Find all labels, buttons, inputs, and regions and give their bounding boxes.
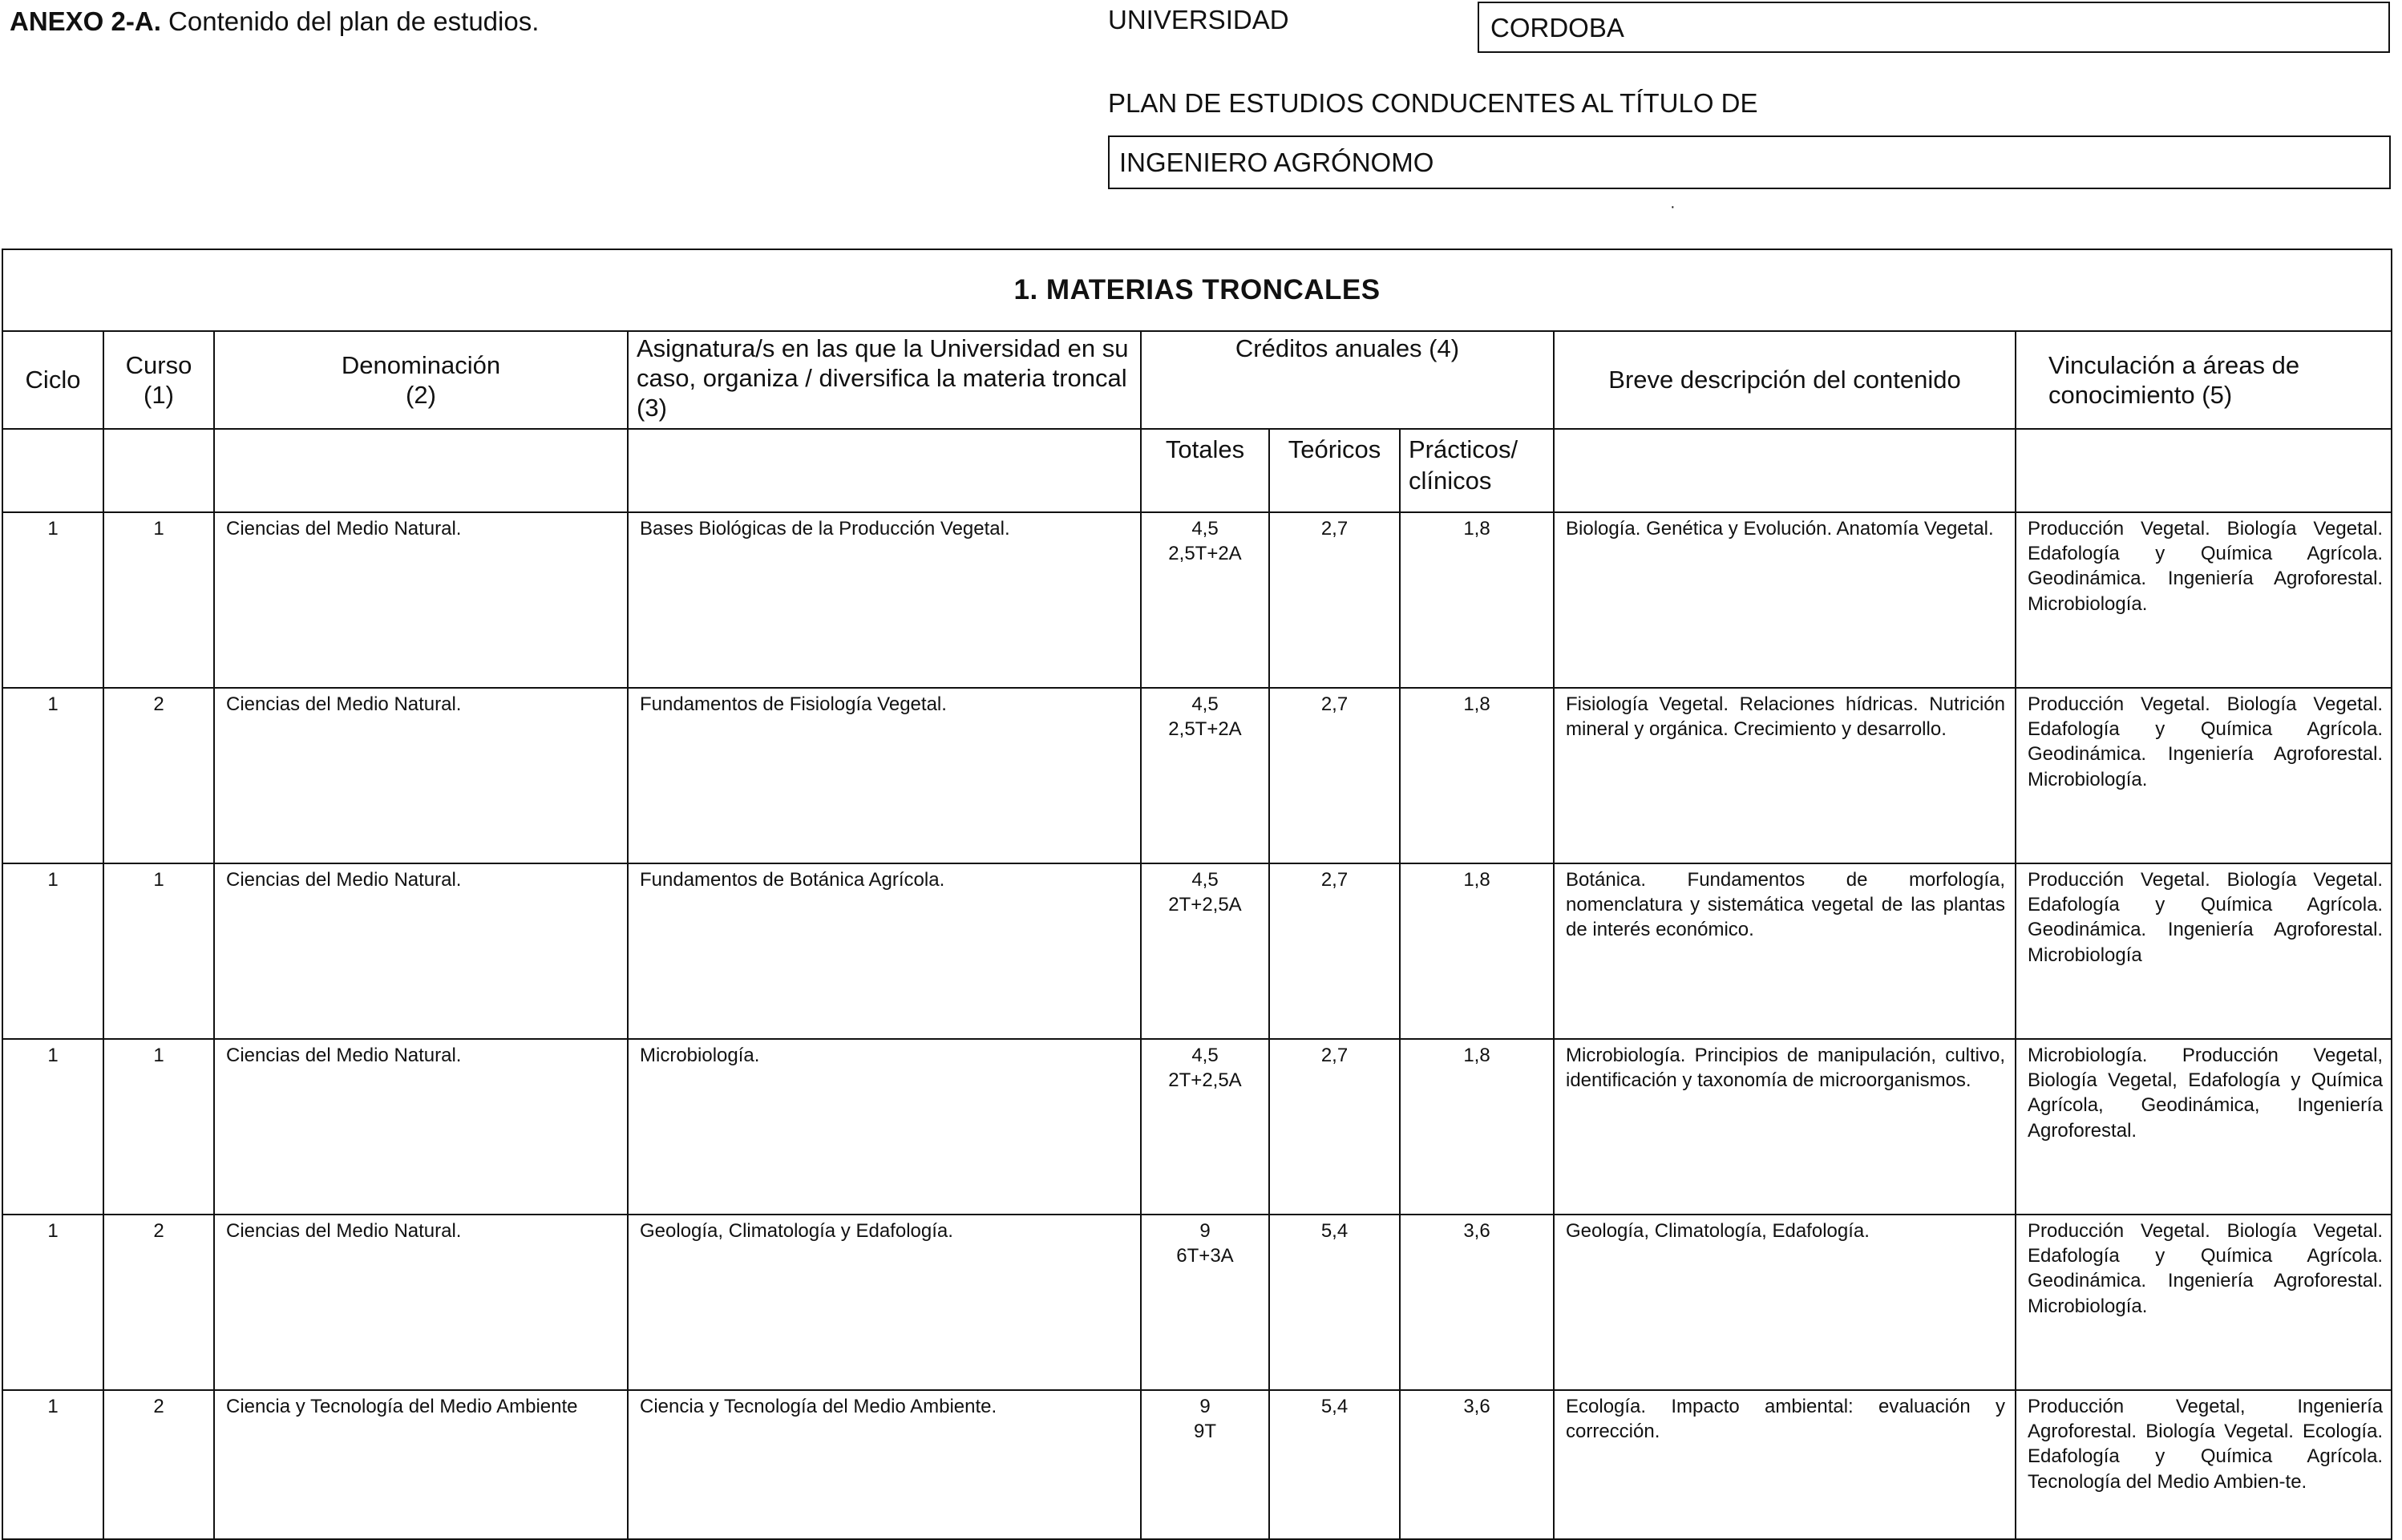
cell-descripcion: Botánica. Fundamentos de morfología, nomenclatura y sistemática vegetal de las plantas de interés económico. bbox=[1554, 863, 2016, 1039]
cell-vinculacion: Producción Vegetal, Ingeniería Agroforestal. Biología Vegetal. Ecología. Edafología y Química Agrícola. Tecnología del Medio Ambien-te. bbox=[2016, 1390, 2392, 1539]
col-practicos: Prácticos/ clínicos bbox=[1400, 429, 1554, 512]
cell-curso: 2 bbox=[103, 1215, 214, 1390]
cell-ciclo: 1 bbox=[2, 1390, 103, 1539]
table-row bbox=[2, 688, 2392, 863]
cell-ciclo: 1 bbox=[2, 1215, 103, 1390]
cell-practicos: 1,8 bbox=[1400, 1039, 1554, 1215]
cell-ciclo: 1 bbox=[2, 863, 103, 1039]
cell-curso: 1 bbox=[103, 1039, 214, 1215]
annex-label: ANEXO 2-A. bbox=[10, 6, 161, 36]
cell-vinculacion: Producción Vegetal. Biología Vegetal. Edafología y Química Agrícola. Geodinámica. Ingeniería Agroforestal. Microbiología. bbox=[2016, 688, 2392, 863]
cell-asignatura: Geología, Climatología y Edafología. bbox=[628, 1215, 1141, 1390]
cell-asignatura: Ciencia y Tecnología del Medio Ambiente. bbox=[628, 1390, 1141, 1539]
cell-descripcion: Microbiología. Principios de manipulación, cultivo, identificación y taxonomía de microorganismos. bbox=[1554, 1039, 2016, 1215]
plan-label: PLAN DE ESTUDIOS CONDUCENTES AL TÍTULO DE bbox=[1108, 88, 1758, 118]
cell-teoricos: 5,4 bbox=[1269, 1390, 1400, 1539]
cell-asignatura: Bases Biológicas de la Producción Vegetal. bbox=[628, 512, 1141, 688]
col-descripcion: Breve descripción del contenido bbox=[1554, 331, 2016, 429]
cell-teoricos: 2,7 bbox=[1269, 512, 1400, 688]
cell-ciclo: 1 bbox=[2, 512, 103, 688]
table-row bbox=[2, 863, 2392, 1039]
cell-practicos: 1,8 bbox=[1400, 512, 1554, 688]
cell-asignatura: Fundamentos de Botánica Agrícola. bbox=[628, 863, 1141, 1039]
sub-blank-vinculacion bbox=[2016, 429, 2392, 512]
subjects-table bbox=[2, 249, 2392, 1540]
sub-blank-ciclo bbox=[2, 429, 103, 512]
sub-blank-curso bbox=[103, 429, 214, 512]
cell-teoricos: 2,7 bbox=[1269, 688, 1400, 863]
cell-vinculacion: Microbiología. Producción Vegetal, Biología Vegetal, Edafología y Química Agrícola, Geodinámica, Ingeniería Agroforestal. bbox=[2016, 1039, 2392, 1215]
cell-totales: 4,5 2T+2,5A bbox=[1141, 1039, 1269, 1215]
cell-curso: 2 bbox=[103, 1390, 214, 1539]
cell-denominacion: Ciencias del Medio Natural. bbox=[214, 1215, 628, 1390]
cell-vinculacion: Producción Vegetal. Biología Vegetal. Edafología y Química Agrícola. Geodinámica. Ingeniería Agroforestal. Microbiología. bbox=[2016, 512, 2392, 688]
cell-practicos: 1,8 bbox=[1400, 688, 1554, 863]
cell-curso: 2 bbox=[103, 688, 214, 863]
annex-title bbox=[10, 8, 539, 34]
table-row bbox=[2, 512, 2392, 688]
cell-practicos: 1,8 bbox=[1400, 863, 1554, 1039]
cell-ciclo: 1 bbox=[2, 688, 103, 863]
cell-practicos: 3,6 bbox=[1400, 1390, 1554, 1539]
stray-dot: · bbox=[1670, 198, 1676, 216]
col-teoricos: Teóricos bbox=[1269, 429, 1400, 512]
cell-teoricos: 2,7 bbox=[1269, 1039, 1400, 1215]
col-curso: Curso (1) bbox=[103, 331, 214, 429]
cell-totales: 9 9T bbox=[1141, 1390, 1269, 1539]
cell-descripcion: Fisiología Vegetal. Relaciones hídricas. Nutrición mineral y orgánica. Crecimiento y desarrollo. bbox=[1554, 688, 2016, 863]
table-row bbox=[2, 1039, 2392, 1215]
cell-totales: 9 6T+3A bbox=[1141, 1215, 1269, 1390]
col-asignaturas: Asignatura/s en las que la Universidad en su caso, organiza / diversifica la materia troncal (3) bbox=[628, 331, 1141, 429]
cell-denominacion: Ciencias del Medio Natural. bbox=[214, 863, 628, 1039]
cell-asignatura: Microbiología. bbox=[628, 1039, 1141, 1215]
table-row bbox=[2, 1390, 2392, 1539]
col-ciclo: Ciclo bbox=[2, 331, 103, 429]
cell-denominacion: Ciencia y Tecnología del Medio Ambiente bbox=[214, 1390, 628, 1539]
col-vinculacion: Vinculación a áreas de conocimiento (5) bbox=[2016, 331, 2392, 429]
cell-ciclo: 1 bbox=[2, 1039, 103, 1215]
cell-curso: 1 bbox=[103, 863, 214, 1039]
cell-curso: 1 bbox=[103, 512, 214, 688]
cell-totales: 4,5 2,5T+2A bbox=[1141, 512, 1269, 688]
degree-field: INGENIERO AGRÓNOMO bbox=[1108, 135, 2391, 189]
col-totales: Totales bbox=[1141, 429, 1269, 512]
table-row bbox=[2, 1215, 2392, 1390]
cell-descripcion: Biología. Genética y Evolución. Anatomía Vegetal. bbox=[1554, 512, 2016, 688]
sub-blank-asignaturas bbox=[628, 429, 1141, 512]
cell-teoricos: 2,7 bbox=[1269, 863, 1400, 1039]
cell-denominacion: Ciencias del Medio Natural. bbox=[214, 1039, 628, 1215]
cell-descripcion: Ecología. Impacto ambiental: evaluación y corrección. bbox=[1554, 1390, 2016, 1539]
university-field: CORDOBA bbox=[1478, 2, 2390, 53]
cell-vinculacion: Producción Vegetal. Biología Vegetal. Edafología y Química Agrícola. Geodinámica. Ingeniería Agroforestal. Microbiología bbox=[2016, 863, 2392, 1039]
annex-caption: Contenido del plan de estudios. bbox=[160, 6, 540, 36]
sub-blank-denominacion bbox=[214, 429, 628, 512]
cell-totales: 4,5 2T+2,5A bbox=[1141, 863, 1269, 1039]
col-denominacion: Denominación (2) bbox=[214, 331, 628, 429]
cell-totales: 4,5 2,5T+2A bbox=[1141, 688, 1269, 863]
cell-practicos: 3,6 bbox=[1400, 1215, 1554, 1390]
cell-vinculacion: Producción Vegetal. Biología Vegetal. Edafología y Química Agrícola. Geodinámica. Ingeniería Agroforestal. Microbiología. bbox=[2016, 1215, 2392, 1390]
university-label: UNIVERSIDAD bbox=[1108, 5, 1289, 34]
cell-asignatura: Fundamentos de Fisiología Vegetal. bbox=[628, 688, 1141, 863]
table-title: 1. MATERIAS TRONCALES bbox=[2, 249, 2392, 331]
cell-descripcion: Geología, Climatología, Edafología. bbox=[1554, 1215, 2016, 1390]
sub-blank-descripcion bbox=[1554, 429, 2016, 512]
cell-teoricos: 5,4 bbox=[1269, 1215, 1400, 1390]
cell-denominacion: Ciencias del Medio Natural. bbox=[214, 688, 628, 863]
cell-denominacion: Ciencias del Medio Natural. bbox=[214, 512, 628, 688]
col-creditos: Créditos anuales (4) bbox=[1141, 331, 1554, 429]
